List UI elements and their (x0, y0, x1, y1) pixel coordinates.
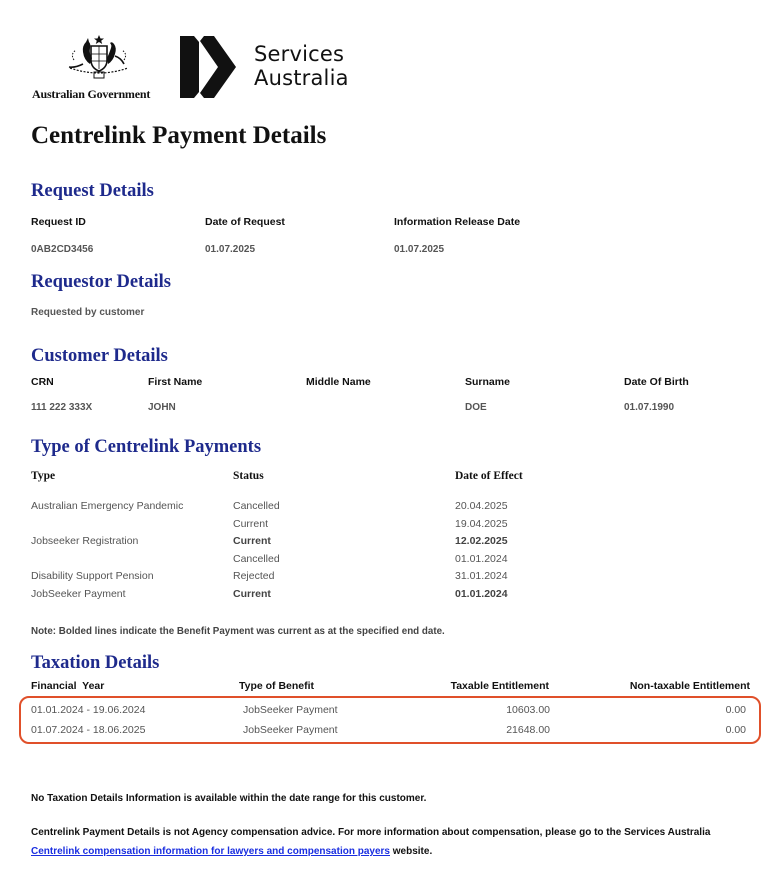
website-suffix-text: website. (389, 846, 433, 857)
payments-note: Note: Bolded lines indicate the Benefit Payment was current as at the specified end date. (31, 626, 445, 637)
payments-date-header: Date of Effect (455, 470, 523, 482)
tax-taxable: 10603.00 (506, 704, 550, 716)
date-of-birth-label: Date Of Birth (624, 376, 689, 388)
coat-of-arms-icon (64, 34, 134, 82)
request-id-value: 0AB2CD3456 (31, 244, 94, 255)
payments-type-header: Type (31, 470, 56, 482)
no-taxation-info-text: No Taxation Details Information is available within the date range for this customer. (31, 793, 427, 804)
sa-text-line1: Services (254, 42, 345, 66)
australian-government-text: Australian Government (32, 87, 151, 101)
tax-financial-year-header: Financial Year (31, 680, 105, 692)
services-australia-text (254, 42, 349, 90)
payment-date: 31.01.2024 (455, 570, 508, 582)
payment-date: 12.02.2025 (455, 535, 508, 547)
tax-benefit: JobSeeker Payment (243, 724, 338, 736)
payment-status: Current (233, 518, 269, 530)
tax-type-of-benefit-header: Type of Benefit (239, 680, 315, 692)
tax-non-taxable-header: Non-taxable Entitlement (629, 680, 750, 692)
payments-status-header: Status (233, 470, 264, 482)
payments-heading: Type of Centrelink Payments (31, 437, 262, 457)
compensation-info-link[interactable]: Centrelink compensation information for lawyers and compensation payers (31, 846, 390, 857)
crn-label: CRN (31, 376, 54, 388)
date-of-birth-value: 01.07.1990 (624, 402, 675, 413)
payment-type: Disability Support Pension (31, 570, 154, 582)
payment-date: 01.01.2024 (455, 553, 508, 565)
payment-status: Cancelled (233, 553, 280, 565)
date-of-request-label: Date of Request (205, 216, 285, 228)
payment-type: Jobseeker Registration (31, 535, 139, 547)
tax-non-taxable: 0.00 (725, 724, 746, 736)
australian-government-logo (32, 34, 164, 102)
information-release-date-value: 01.07.2025 (394, 244, 445, 255)
first-name-label: First Name (148, 376, 203, 388)
compensation-advice-text: Centrelink Payment Details is not Agency compensation advice. For more information about compensation, please go to the Services Australia (31, 827, 711, 838)
tax-taxable-header: Taxable Entitlement (450, 680, 549, 692)
services-australia-logo (178, 34, 358, 100)
payment-status: Current (233, 588, 271, 600)
payment-status: Current (233, 535, 271, 547)
payment-date: 19.04.2025 (455, 518, 508, 530)
customer-details-heading: Customer Details (31, 346, 168, 366)
payment-type: Australian Emergency Pandemic (31, 500, 184, 512)
first-name-value: JOHN (148, 402, 176, 413)
compensation-link-line (31, 846, 432, 857)
tax-non-taxable: 0.00 (725, 704, 746, 716)
surname-label: Surname (465, 376, 510, 388)
tax-year: 01.07.2024 - 18.06.2025 (31, 724, 146, 736)
middle-name-label: Middle Name (306, 376, 371, 388)
request-details-heading: Request Details (31, 181, 154, 201)
services-australia-chevron-icon (178, 34, 238, 100)
payment-status: Rejected (233, 570, 275, 582)
payment-type: JobSeeker Payment (31, 588, 126, 600)
taxation-heading: Taxation Details (31, 653, 160, 673)
sa-text-line2: Australia (254, 66, 349, 90)
crn-value: 111 222 333X (31, 402, 93, 413)
payment-status: Cancelled (233, 500, 280, 512)
requestor-text: Requested by customer (31, 307, 145, 318)
requestor-details-heading: Requestor Details (31, 272, 171, 292)
tax-year: 01.01.2024 - 19.06.2024 (31, 704, 146, 716)
request-id-label: Request ID (31, 216, 86, 228)
date-of-request-value: 01.07.2025 (205, 244, 256, 255)
page-title: Centrelink Payment Details (31, 122, 327, 149)
payment-date: 01.01.2024 (455, 588, 508, 600)
surname-value: DOE (465, 402, 487, 413)
tax-taxable: 21648.00 (506, 724, 550, 736)
information-release-date-label: Information Release Date (394, 216, 521, 228)
payment-date: 20.04.2025 (455, 500, 508, 512)
tax-benefit: JobSeeker Payment (243, 704, 338, 716)
